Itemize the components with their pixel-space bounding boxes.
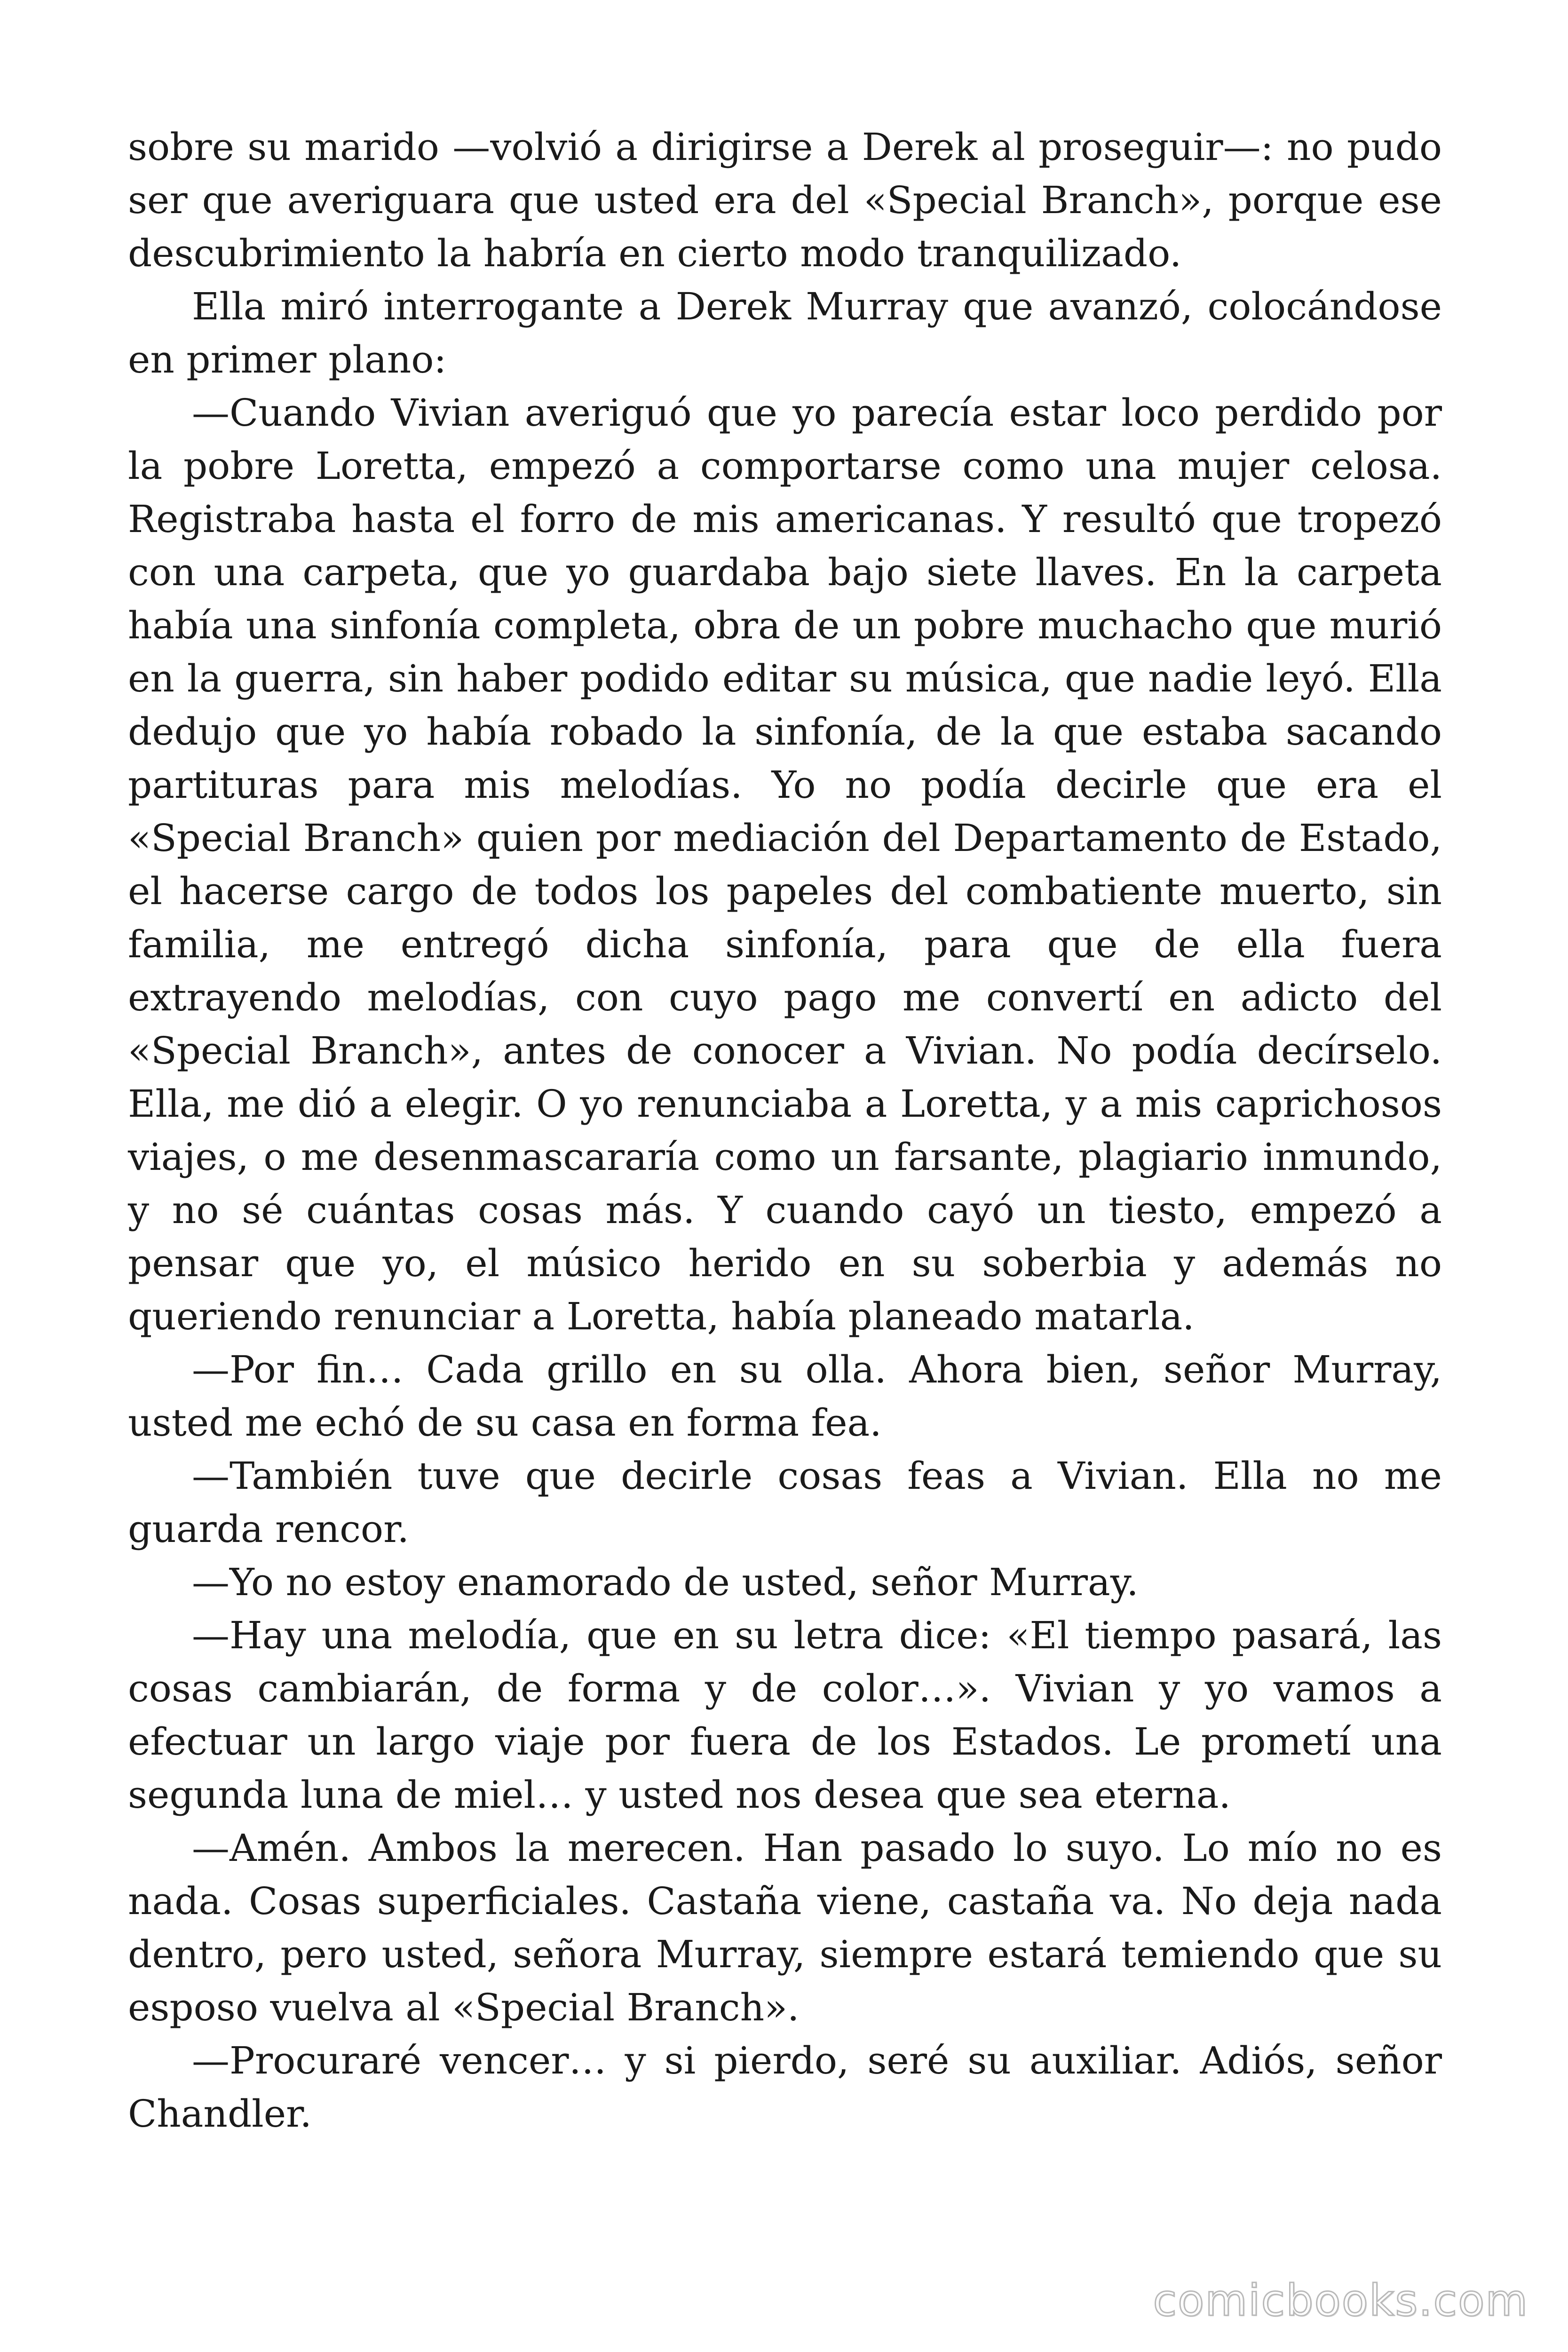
paragraph: —Amén. Ambos la merecen. Han pasado lo suyo. Lo mío no es nada. Cosas superficiales. Castaña viene, castaña va. No deja nada dentro, pero usted, señora Murray, siempre estará temiendo que su esposo vuelva al «Special Branch». [128, 1826, 1442, 2029]
paragraph: —Hay una melodía, que en su letra dice: «El tiempo pasará, las cosas cambiarán, de forma y de color…». Vivian y yo vamos a efectuar un largo viaje por fuera de los Estados. Le prometí una segunda luna de miel… y usted nos desea que sea eterna. [128, 1613, 1442, 1817]
watermark: comicbooks.com [1153, 2275, 1528, 2326]
paragraph: Ella miró interrogante a Derek Murray que avanzó, colocándose en primer plano: [128, 285, 1442, 381]
page-text [128, 120, 1442, 2140]
paragraph: —También tuve que decirle cosas feas a Vivian. Ella no me guarda rencor. [128, 1454, 1442, 1551]
paragraph: —Por fin… Cada grillo en su olla. Ahora bien, señor Murray, usted me echó de su casa en forma fea. [128, 1348, 1442, 1445]
paragraph: —Yo no estoy enamorado de usted, señor Murray. [192, 1560, 1139, 1604]
paragraph: —Cuando Vivian averiguó que yo parecía estar loco perdido por la pobre Loretta, empezó a comportarse como una mujer celosa. Registraba hasta el forro de mis americanas. Y resultó que tropezó con una carpeta, que yo guardaba bajo siete llaves. En la carpeta había una sinfonía completa, obra de un pobre muchacho que murió en la guerra, sin haber podido editar su música, que nadie leyó. Ella dedujo que yo había robado la sinfonía, de la que estaba sacando partituras para mis melodías. Yo no podía decirle que era el «Special Branch» quien por mediación del Departamento de Estado, el hacerse cargo de todos los papeles del combatiente muerto, sin familia, me entregó dicha sinfonía, para que de ella fuera extrayendo melodías, con cuyo pago me convertí en adicto del «Special Branch», antes de conocer a Vivian. No podía decírselo. Ella, me dió a elegir. O yo renunciaba a Loretta, y a mis caprichosos viajes, o me desenmascararía como un farsante, plagiario inmundo, y no sé cuántas cosas más. Y cuando cayó un tiesto, empezó a pensar que yo, el músico herido en su soberbia y además no queriendo renunciar a Loretta, había planeado matarla. [128, 391, 1442, 1338]
paragraph: —Procuraré vencer… y si pierdo, seré su auxiliar. Adiós, señor Chandler. [128, 2039, 1442, 2136]
paragraph: sobre su marido —volvió a dirigirse a Derek al proseguir—: no pudo ser que averiguara que usted era del «Special Branch», porque ese descubrimiento la habría en cierto modo tranquilizado. [128, 125, 1442, 275]
